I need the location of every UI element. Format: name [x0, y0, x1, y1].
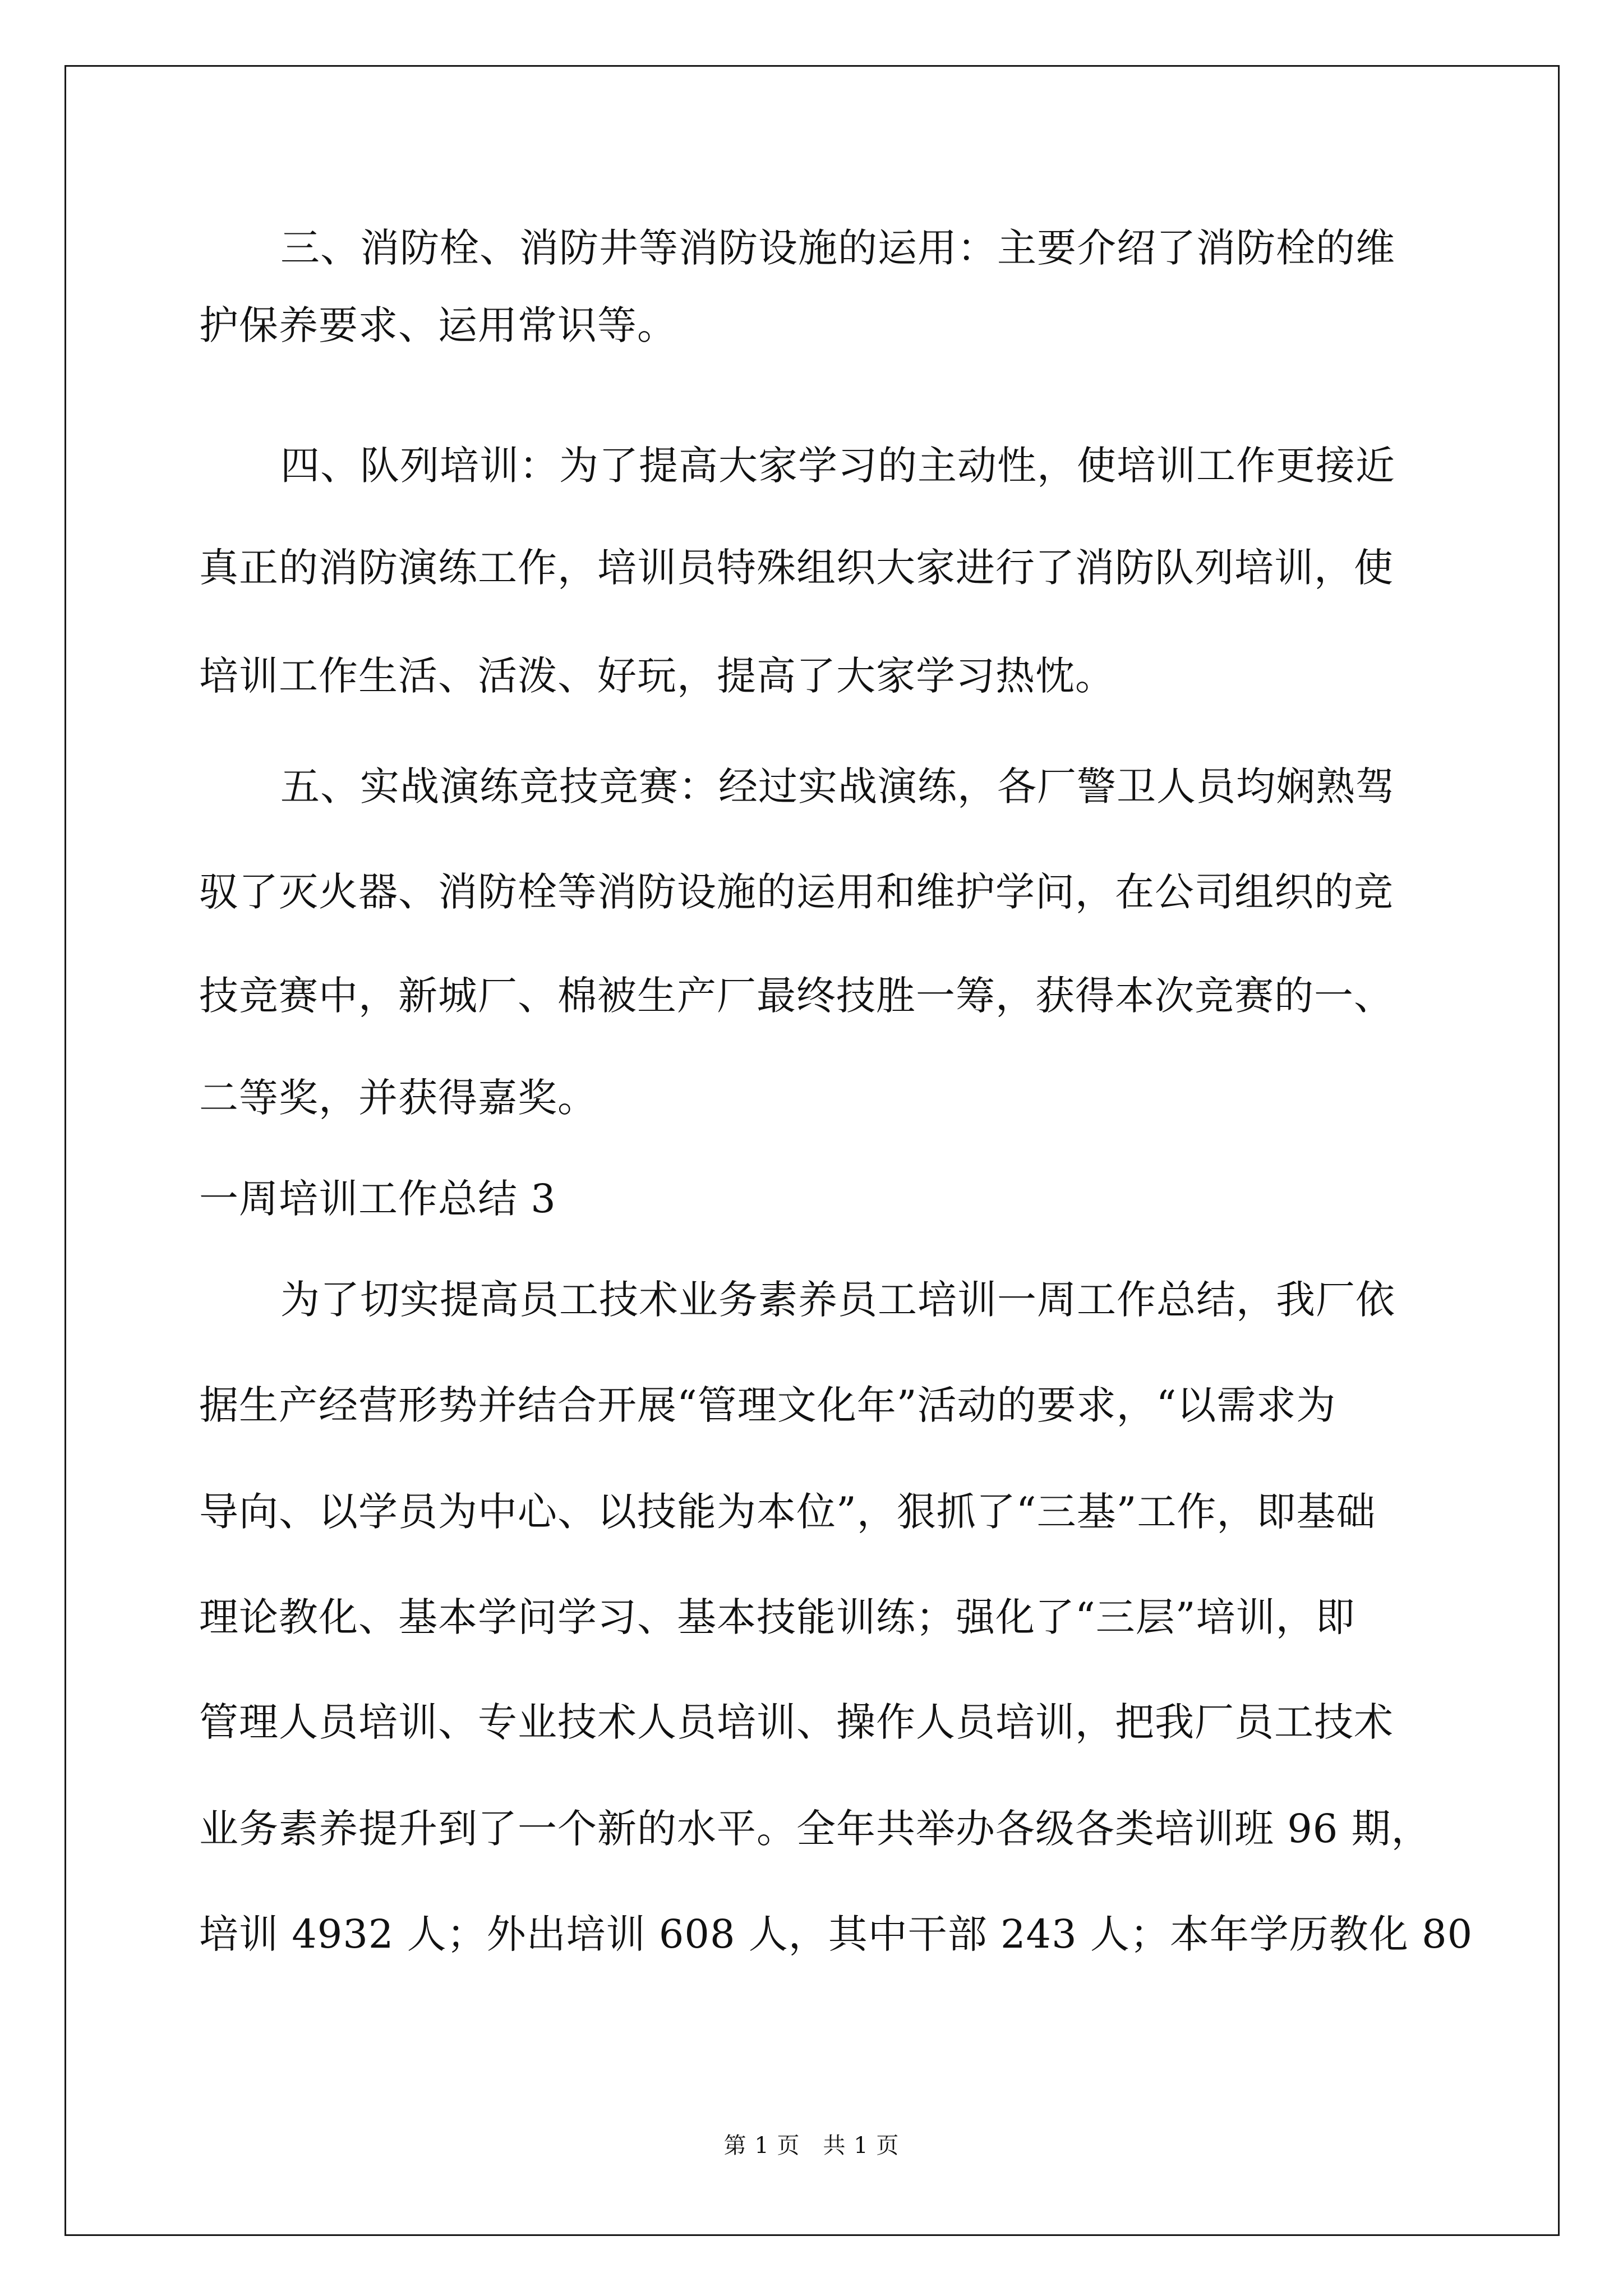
body-line: 四、队列培训：为了提高大家学习的主动性，使培训工作更接近	[280, 443, 1395, 489]
body-line: 业务素养提升到了一个新的水平。全年共举办各级各类培训班 96 期，	[199, 1806, 1431, 1852]
body-line: 二等奖，并获得嘉奖。	[199, 1075, 597, 1121]
body-line: 管理人员培训、专业技术人员培训、操作人员培训，把我厂员工技术	[199, 1699, 1394, 1745]
body-line: 导向、以学员为中心、以技能为本位”，狠抓了“三基”工作，即基础	[199, 1489, 1376, 1535]
body-line: 据生产经营形势并结合开展“管理文化年”活动的要求，“以需求为	[199, 1382, 1336, 1428]
page-footer: 第 1 页 共 1 页	[723, 2133, 900, 2159]
body-line: 护保养要求、运用常识等。	[199, 302, 677, 348]
body-line: 真正的消防演练工作，培训员特殊组织大家进行了消防队列培训，使	[199, 545, 1394, 591]
body-line: 培训 4932 人；外出培训 608 人，其中干部 243 人；本年学历教化 80	[199, 1911, 1473, 1957]
body-line: 为了切实提高员工技术业务素养员工培训一周工作总结，我厂依	[280, 1277, 1395, 1323]
body-line: 三、消防栓、消防井等消防设施的运用：主要介绍了消防栓的维	[280, 225, 1395, 271]
body-line: 五、实战演练竞技竞赛：经过实战演练，各厂警卫人员均娴熟驾	[280, 763, 1395, 809]
body-line: 技竞赛中，新城厂、棉被生产厂最终技胜一筹，获得本次竞赛的一、	[199, 973, 1394, 1019]
section-heading: 一周培训工作总结 3	[199, 1176, 556, 1222]
body-line: 理论教化、基本学问学习、基本技能训练；强化了“三层”培训，即	[199, 1594, 1355, 1640]
body-line: 培训工作生活、活泼、好玩，提高了大家学习热忱。	[199, 653, 1115, 699]
body-line: 驭了灭火器、消防栓等消防设施的运用和维护学问，在公司组织的竞	[199, 869, 1394, 915]
